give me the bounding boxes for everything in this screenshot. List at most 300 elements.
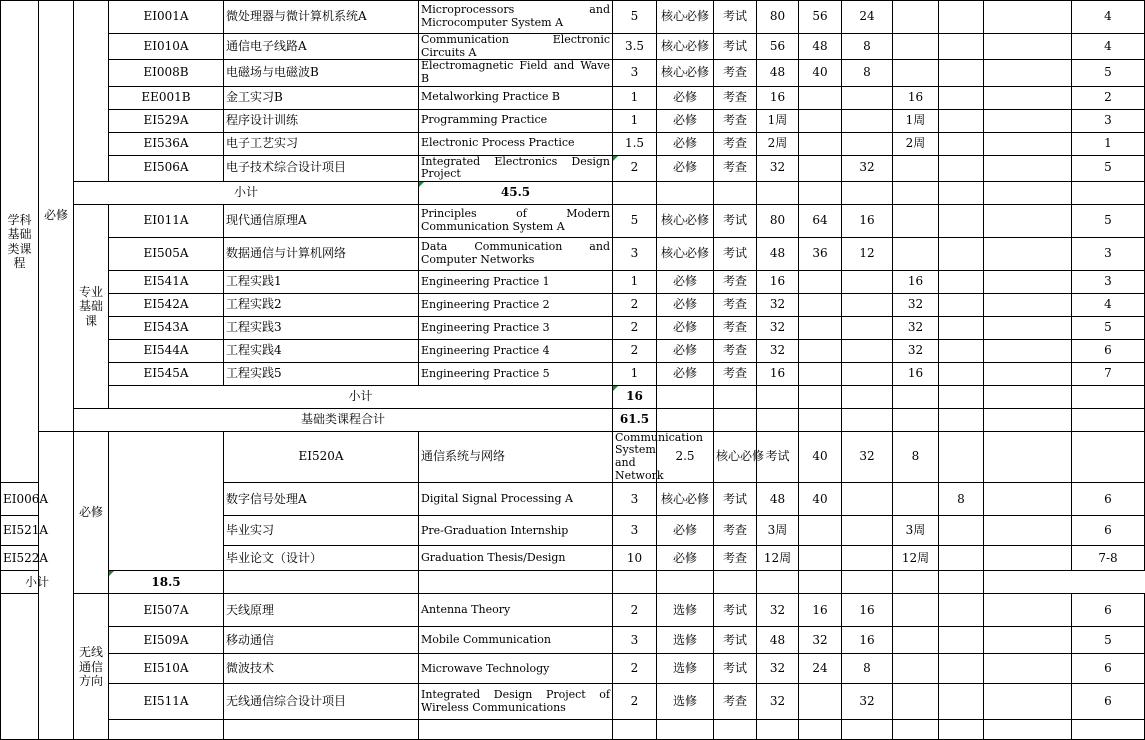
cell-cn: 电子工艺实习 [224, 132, 419, 155]
subtotal-value: 45.5 [419, 181, 613, 204]
category-xueke-jichu: 学科基础类课程 [1, 1, 39, 483]
cell-sem: 6 [1072, 516, 1145, 546]
cell-cn: 电磁场与电磁波B [224, 60, 419, 86]
cell-lab: 8 [842, 654, 893, 684]
cell-c10: 3周 [893, 516, 939, 546]
empty-cell [842, 181, 893, 204]
cell-hours: 40 [799, 431, 842, 483]
cell-code: EI541A [109, 270, 224, 293]
cell-hours: 48 [757, 60, 799, 86]
cell-credit: 1 [613, 362, 657, 385]
cell-c11 [939, 316, 984, 339]
cell-c12 [984, 270, 1072, 293]
cell-c11 [939, 516, 984, 546]
cell-type: 核心必修 [657, 483, 714, 516]
cell-c11 [984, 431, 1072, 483]
cell-code: EI011A [109, 204, 224, 237]
cell-code: EI507A [109, 594, 224, 627]
cell-type: 必修 [657, 516, 714, 546]
cell-code: EI506A [109, 155, 224, 181]
empty-cell [939, 408, 984, 431]
cell-c12 [984, 237, 1072, 270]
cell-lecture [799, 546, 842, 571]
empty-cell [1072, 720, 1145, 740]
cell-lecture: 40 [799, 483, 842, 516]
cell-hours: 32 [757, 155, 799, 181]
cell-c12 [984, 316, 1072, 339]
empty-cell [74, 1, 109, 182]
table-row [1, 155, 1145, 181]
cell-lab [842, 483, 893, 516]
empty-cell [893, 408, 939, 431]
cell-lab [842, 516, 893, 546]
cell-lab [842, 270, 893, 293]
cell-c10: 32 [893, 293, 939, 316]
wuxian-label: 无线通信方向 [74, 594, 109, 740]
empty-cell [757, 181, 799, 204]
empty-cell [714, 571, 757, 594]
cell-sem: 5 [1072, 155, 1145, 181]
table-row [1, 237, 1145, 270]
empty-cell [657, 385, 714, 408]
cell-c12 [984, 1, 1072, 34]
cell-lab [842, 86, 893, 109]
cell-en: Integrated Electronics Design Project [419, 155, 613, 181]
table-row [1, 86, 1145, 109]
cell-sem: 3 [1072, 270, 1145, 293]
table-row [1, 431, 1145, 483]
cell-en: Microprocessors and Microcomputer System A [419, 1, 613, 34]
cell-en: Graduation Thesis/Design [419, 546, 613, 571]
empty-cell [799, 720, 842, 740]
cell-hours: 32 [757, 316, 799, 339]
cell-cn: 微波技术 [224, 654, 419, 684]
subtotal-label: 小计 [1, 571, 74, 594]
cell-c10: 32 [893, 339, 939, 362]
table-row [1, 339, 1145, 362]
table-row [1, 627, 1145, 654]
cell-lab: 16 [842, 627, 893, 654]
empty-cell [757, 720, 799, 740]
empty-cell [939, 385, 984, 408]
table-body [1, 1, 1145, 740]
table-row [1, 270, 1145, 293]
cell-lab: 16 [842, 594, 893, 627]
cell-exam: 考试 [757, 431, 799, 483]
empty-cell [714, 181, 757, 204]
subtotal-label: 小计 [74, 181, 419, 204]
empty-cell [984, 408, 1072, 431]
cell-c12 [984, 34, 1072, 60]
cell-credit: 1 [613, 86, 657, 109]
cell-en: Data Communication and Computer Networks [419, 237, 613, 270]
cell-lab [842, 109, 893, 132]
cell-hours: 3周 [757, 516, 799, 546]
empty-cell [939, 720, 984, 740]
cell-credit: 2 [613, 293, 657, 316]
cell-lab: 8 [842, 60, 893, 86]
cell-sem: 4 [1072, 1, 1145, 34]
cell-sem: 6 [1072, 339, 1145, 362]
cell-lecture [799, 339, 842, 362]
cell-exam: 考试 [714, 594, 757, 627]
cell-lecture [799, 270, 842, 293]
cell-c10: 2周 [893, 132, 939, 155]
table-row [1, 181, 1145, 204]
cell-c12 [984, 684, 1072, 720]
cell-lecture: 24 [799, 654, 842, 684]
cell-cn: 通信电子线路A [224, 34, 419, 60]
cell-en: Communication Electronic Circuits A [419, 34, 613, 60]
cell-lab: 12 [842, 237, 893, 270]
cell-lab: 32 [842, 684, 893, 720]
empty-cell [893, 571, 939, 594]
cell-hours: 1周 [757, 109, 799, 132]
cell-c12 [984, 132, 1072, 155]
cell-credit: 5 [613, 204, 657, 237]
cell-cn: 程序设计训练 [224, 109, 419, 132]
cell-exam: 考试 [714, 654, 757, 684]
cell-code: EI510A [109, 654, 224, 684]
cell-hours: 80 [757, 1, 799, 34]
cell-sem: 4 [1072, 34, 1145, 60]
cell-cn: 无线通信综合设计项目 [224, 684, 419, 720]
cell-sem: 6 [1072, 594, 1145, 627]
empty-cell [799, 571, 842, 594]
cell-type: 核心必修 [657, 1, 714, 34]
cell-c12 [984, 654, 1072, 684]
cell-c10: 16 [893, 86, 939, 109]
empty-cell [984, 385, 1072, 408]
cell-sem: 7 [1072, 362, 1145, 385]
cell-hours: 32 [757, 293, 799, 316]
cell-cn: 工程实践5 [224, 362, 419, 385]
table-row [1, 408, 1145, 431]
table-row [1, 132, 1145, 155]
cell-lab: 8 [893, 431, 939, 483]
table-row [1, 594, 1145, 627]
table-row [1, 109, 1145, 132]
cell-en: Engineering Practice 2 [419, 293, 613, 316]
cell-hours: 12周 [757, 546, 799, 571]
cell-lecture [799, 132, 842, 155]
cell-code: EI543A [109, 316, 224, 339]
cell-sem: 4 [1072, 293, 1145, 316]
empty-cell [799, 408, 842, 431]
empty-cell [984, 181, 1072, 204]
cell-exam: 考查 [714, 60, 757, 86]
table-row [1, 60, 1145, 86]
empty-cell [842, 720, 893, 740]
cell-credit: 2 [613, 684, 657, 720]
cell-cn: 工程实践2 [224, 293, 419, 316]
cell-c10 [893, 684, 939, 720]
cell-code: EI522A [1, 546, 39, 571]
table-row [1, 34, 1145, 60]
cell-exam: 考查 [714, 684, 757, 720]
cell-en: Integrated Design Project of Wireless Communications [419, 684, 613, 720]
empty-cell [109, 431, 224, 571]
cell-credit: 2 [613, 316, 657, 339]
cell-c11 [939, 155, 984, 181]
table-row [1, 316, 1145, 339]
cell-type: 必修 [657, 546, 714, 571]
cell-c12 [984, 594, 1072, 627]
cell-code: EI008B [109, 60, 224, 86]
cell-en: Antenna Theory [419, 594, 613, 627]
cell-credit: 2 [613, 654, 657, 684]
cell-c10 [939, 431, 984, 483]
cell-exam: 考查 [714, 270, 757, 293]
cell-credit: 2 [613, 339, 657, 362]
cell-c12 [984, 204, 1072, 237]
cell-en: Microwave Technology [419, 654, 613, 684]
cell-cn: 移动通信 [224, 627, 419, 654]
cell-exam: 考试 [714, 237, 757, 270]
basic-total-value: 61.5 [613, 408, 657, 431]
cell-c11 [939, 339, 984, 362]
cell-exam: 考试 [714, 627, 757, 654]
cell-sem: 7-8 [1072, 546, 1145, 571]
table-row [1, 654, 1145, 684]
cell-sem: 5 [1072, 60, 1145, 86]
cell-en: Communication System and Network [613, 431, 657, 483]
cell-type: 核心必修 [657, 60, 714, 86]
cell-c10: 16 [893, 270, 939, 293]
cell-lab [842, 293, 893, 316]
cell-lab: 24 [842, 1, 893, 34]
empty-cell [893, 720, 939, 740]
cell-code: EI542A [109, 293, 224, 316]
cell-c11 [939, 627, 984, 654]
cell-c10: 1周 [893, 109, 939, 132]
empty-cell [657, 571, 714, 594]
cell-en: Programming Practice [419, 109, 613, 132]
empty-cell [419, 571, 613, 594]
table-row [1, 385, 1145, 408]
cell-c10 [893, 1, 939, 34]
cell-credit: 2 [613, 155, 657, 181]
table-row [1, 293, 1145, 316]
cell-lab [842, 316, 893, 339]
bixiu-label-2: 必修 [74, 431, 109, 594]
cell-lab: 32 [842, 155, 893, 181]
cell-c11 [939, 654, 984, 684]
cell-sem: 6 [1072, 684, 1145, 720]
cell-credit: 3 [613, 60, 657, 86]
cell-cn: 微处理器与微计算机系统A [224, 1, 419, 34]
cell-credit: 1 [613, 270, 657, 293]
cell-cn: 毕业实习 [224, 516, 419, 546]
cell-sem: 2 [1072, 86, 1145, 109]
cell-hours: 16 [757, 86, 799, 109]
cell-en: Electromagnetic Field and Wave B [419, 60, 613, 86]
cell-cn: 工程实践1 [224, 270, 419, 293]
empty-cell [714, 720, 757, 740]
cell-code: EI511A [109, 684, 224, 720]
cell-c11 [939, 109, 984, 132]
cell-exam: 考查 [714, 109, 757, 132]
cell-type: 选修 [657, 654, 714, 684]
cell-c11 [939, 204, 984, 237]
empty-cell [799, 181, 842, 204]
cell-exam: 考查 [714, 362, 757, 385]
empty-cell [757, 571, 799, 594]
empty-cell [1072, 181, 1145, 204]
cell-credit: 3 [613, 483, 657, 516]
cell-type: 选修 [657, 594, 714, 627]
empty-cell [714, 385, 757, 408]
cell-c10: 32 [893, 316, 939, 339]
cell-hours: 32 [757, 339, 799, 362]
cell-sem: 5 [1072, 627, 1145, 654]
cell-c12 [984, 483, 1072, 516]
empty-cell [893, 181, 939, 204]
cell-hours: 32 [757, 654, 799, 684]
cell-credit: 3 [613, 516, 657, 546]
cell-c10 [893, 60, 939, 86]
cell-c12 [984, 293, 1072, 316]
cell-cn: 数字信号处理A [224, 483, 419, 516]
cell-hours: 2周 [757, 132, 799, 155]
cell-c11 [939, 293, 984, 316]
cell-c11 [939, 132, 984, 155]
cell-exam: 考试 [714, 34, 757, 60]
cell-credit: 1.5 [613, 132, 657, 155]
cell-lecture [799, 684, 842, 720]
cell-c10 [893, 483, 939, 516]
empty-cell [613, 571, 657, 594]
cell-code: EI505A [109, 237, 224, 270]
cell-c10 [893, 34, 939, 60]
cell-exam: 考查 [714, 546, 757, 571]
cell-en: Mobile Communication [419, 627, 613, 654]
cell-type: 核心必修 [657, 237, 714, 270]
cell-type: 必修 [657, 316, 714, 339]
basic-total-label: 基础类课程合计 [74, 408, 613, 431]
cell-exam: 考试 [714, 204, 757, 237]
empty-cell [1072, 408, 1145, 431]
empty-cell [842, 385, 893, 408]
cell-c12 [1072, 431, 1145, 483]
cell-credit: 1 [613, 109, 657, 132]
cell-code: EE001B [109, 86, 224, 109]
table-row [1, 684, 1145, 720]
bixiu-label: 必修 [39, 1, 74, 432]
cell-code: EI536A [109, 132, 224, 155]
cell-type: 必修 [657, 132, 714, 155]
empty-cell [224, 571, 419, 594]
cell-lab [842, 362, 893, 385]
cell-lecture [799, 516, 842, 546]
empty-cell [757, 385, 799, 408]
cell-type: 必修 [657, 86, 714, 109]
empty-cell [714, 408, 757, 431]
table-row [1, 1, 1145, 34]
cell-code: EI544A [109, 339, 224, 362]
cell-type: 核心必修 [657, 34, 714, 60]
cell-hours: 80 [757, 204, 799, 237]
cell-type: 核心必修 [714, 431, 757, 483]
cell-en: Digital Signal Processing A [419, 483, 613, 516]
cell-hours: 32 [757, 594, 799, 627]
table-row [1, 571, 1145, 594]
cell-cn: 现代通信原理A [224, 204, 419, 237]
cell-type: 选修 [657, 627, 714, 654]
cell-lecture: 32 [842, 431, 893, 483]
cell-c12 [984, 60, 1072, 86]
cell-cn: 天线原理 [224, 594, 419, 627]
cell-c11 [939, 1, 984, 34]
cell-exam: 考查 [714, 339, 757, 362]
empty-cell [984, 720, 1072, 740]
empty-cell [613, 720, 657, 740]
cell-hours: 48 [757, 627, 799, 654]
cell-cn: 通信系统与网络 [419, 431, 613, 483]
empty-cell [419, 720, 613, 740]
cell-exam: 考查 [714, 155, 757, 181]
cell-c11 [939, 362, 984, 385]
empty-cell [939, 181, 984, 204]
cell-credit: 3 [613, 237, 657, 270]
cell-lecture [799, 293, 842, 316]
cell-lab [842, 132, 893, 155]
cell-en: Engineering Practice 5 [419, 362, 613, 385]
cell-sem: 6 [1072, 483, 1145, 516]
cell-en: Engineering Practice 4 [419, 339, 613, 362]
cell-c10 [893, 237, 939, 270]
table-row [1, 362, 1145, 385]
empty-cell [842, 571, 893, 594]
cell-c12 [984, 546, 1072, 571]
cell-c11: 8 [939, 483, 984, 516]
subtotal-value: 16 [613, 385, 657, 408]
cell-sem: 3 [1072, 109, 1145, 132]
cell-cn: 工程实践4 [224, 339, 419, 362]
cell-code: EI509A [109, 627, 224, 654]
empty-cell [1, 594, 39, 740]
cell-cn: 毕业论文（设计） [224, 546, 419, 571]
cell-lecture: 40 [799, 60, 842, 86]
cell-type: 必修 [657, 155, 714, 181]
cell-exam: 考查 [714, 316, 757, 339]
cell-code: EI545A [109, 362, 224, 385]
subtotal-value: 18.5 [109, 571, 224, 594]
cell-c12 [984, 362, 1072, 385]
cell-en: Engineering Practice 1 [419, 270, 613, 293]
cell-type: 选修 [657, 684, 714, 720]
cell-en: Pre-Graduation Internship [419, 516, 613, 546]
empty-cell [799, 385, 842, 408]
cell-lab [842, 339, 893, 362]
cell-credit: 2 [613, 594, 657, 627]
cell-c10 [893, 594, 939, 627]
empty-cell [893, 385, 939, 408]
cell-en: Engineering Practice 3 [419, 316, 613, 339]
cell-credit: 3 [613, 627, 657, 654]
cell-exam: 考试 [714, 1, 757, 34]
empty-cell [657, 408, 714, 431]
cell-credit: 5 [613, 1, 657, 34]
cell-c10: 16 [893, 362, 939, 385]
cell-hours: 16 [757, 362, 799, 385]
cell-type: 核心必修 [657, 204, 714, 237]
cell-lab: 16 [842, 204, 893, 237]
cell-c12 [984, 109, 1072, 132]
cell-c11 [939, 270, 984, 293]
cell-sem: 6 [1072, 654, 1145, 684]
cell-type: 必修 [657, 270, 714, 293]
